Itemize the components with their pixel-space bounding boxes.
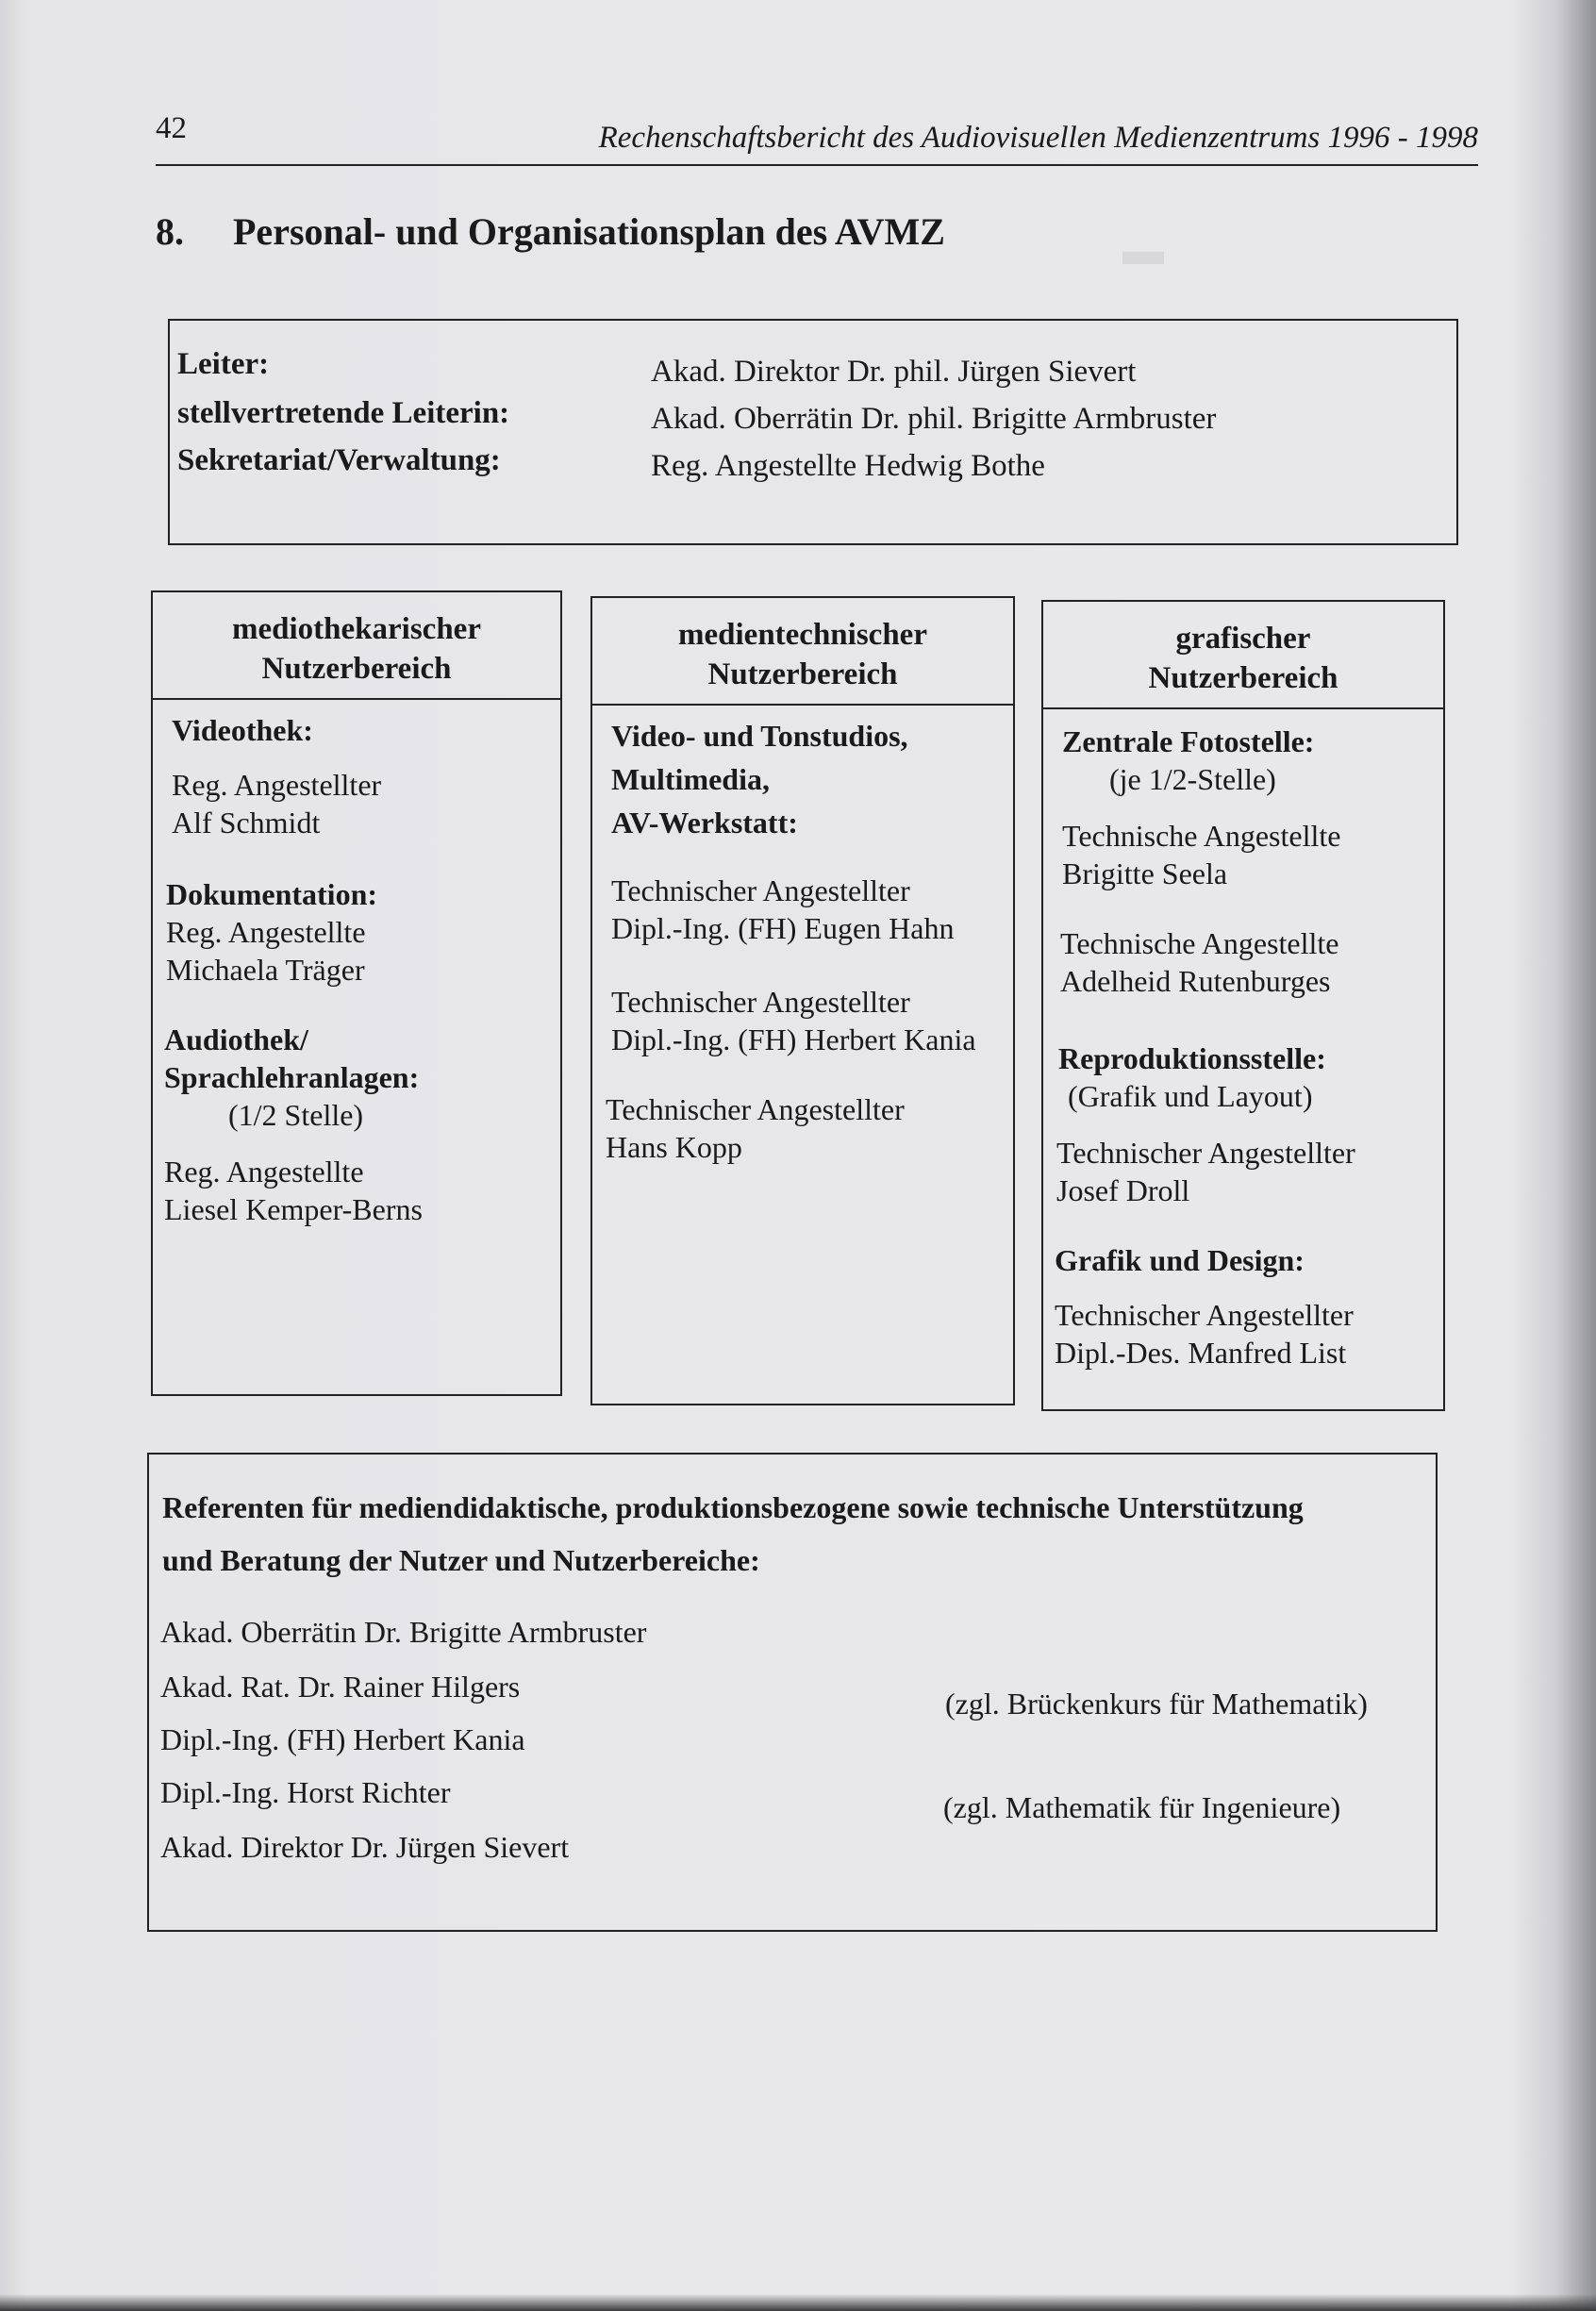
audio-role: Reg. Angestellte	[164, 1155, 364, 1189]
fotostelle-note: (je 1/2-Stelle)	[1109, 762, 1276, 796]
leader-role: Leiter:	[177, 347, 270, 381]
studio-title-line3: AV-Werkstatt:	[611, 806, 798, 840]
referent-name: Dipl.-Ing. Horst Richter	[160, 1775, 451, 1809]
grafik-heading-line2: Nutzerbereich	[1148, 661, 1338, 695]
referenten-title-line1: Referenten für mediendidaktische, produktionsbezogene sowie technische Unterstützung	[162, 1490, 1304, 1524]
doku-person: Michaela Träger	[166, 953, 365, 987]
design-title: Grafik und Design:	[1055, 1243, 1305, 1277]
studio-person2-name: Dipl.-Ing. (FH) Herbert Kania	[611, 1022, 976, 1056]
page-header	[156, 111, 1478, 166]
scan-edge-shadow	[0, 2294, 1596, 2311]
audio-person: Liesel Kemper-Berns	[164, 1192, 423, 1226]
leadership-box	[168, 319, 1458, 545]
secretariat-person: Reg. Angestellte Hedwig Bothe	[651, 449, 1045, 483]
foto-person2-role: Technische Angestellte	[1060, 926, 1339, 960]
mediothek-heading	[153, 592, 560, 700]
referent-name: Akad. Oberrätin Dr. Brigitte Armbruster	[160, 1615, 647, 1649]
referent-note: (zgl. Brückenkurs für Mathematik)	[945, 1687, 1368, 1721]
studio-title-line1: Video- und Tonstudios,	[611, 719, 908, 753]
design-person-name: Dipl.-Des. Manfred List	[1055, 1336, 1347, 1370]
design-person-role: Technischer Angestellter	[1055, 1298, 1354, 1332]
audio-note: (1/2 Stelle)	[228, 1098, 364, 1132]
grafik-box	[1041, 600, 1445, 1411]
repro-person-name: Josef Droll	[1056, 1173, 1190, 1207]
audio-title-line2: Sprachlehranlagen:	[164, 1060, 420, 1094]
mediothek-heading-line1: mediothekarischer	[232, 612, 481, 646]
videothek-person: Alf Schmidt	[172, 806, 321, 840]
studio-title-line2: Multimedia,	[611, 762, 770, 796]
section-title: Personal- und Organisationsplan des AVMZ	[233, 210, 945, 253]
mediothek-box	[151, 590, 562, 1396]
foto-person1-name: Brigitte Seela	[1062, 856, 1228, 890]
fotostelle-title: Zentrale Fotostelle:	[1062, 724, 1315, 758]
studio-person3-role: Technischer Angestellter	[606, 1092, 905, 1126]
repro-title: Reproduktionsstelle:	[1058, 1041, 1326, 1075]
grafik-heading	[1043, 602, 1443, 709]
deputy-role: stellvertretende Leiterin:	[177, 396, 510, 430]
mediothek-heading-line2: Nutzerbereich	[261, 652, 452, 686]
section-heading	[156, 209, 945, 254]
page-number: 42	[156, 111, 187, 145]
doku-role: Reg. Angestellte	[166, 915, 366, 949]
grafik-heading-line1: grafischer	[1175, 622, 1311, 656]
studio-person1-role: Technischer Angestellter	[611, 873, 910, 907]
deputy-person: Akad. Oberrätin Dr. phil. Brigitte Armbruster	[651, 402, 1217, 436]
referent-name: Dipl.-Ing. (FH) Herbert Kania	[160, 1722, 525, 1756]
repro-person-role: Technischer Angestellter	[1056, 1136, 1355, 1170]
repro-note: (Grafik und Layout)	[1068, 1079, 1313, 1113]
medientechnik-heading-line1: medientechnischer	[678, 618, 927, 652]
studio-person2-role: Technischer Angestellter	[611, 985, 910, 1019]
videothek-title: Videothek:	[172, 713, 313, 747]
leader-person: Akad. Direktor Dr. phil. Jürgen Sievert	[651, 355, 1137, 389]
running-title: Rechenschaftsbericht des Audiovisuellen Medienzentrums 1996 - 1998	[598, 121, 1478, 155]
medientechnik-box	[590, 596, 1015, 1405]
foto-person1-role: Technische Angestellte	[1062, 819, 1341, 853]
referenten-box	[147, 1453, 1438, 1932]
studio-person1-name: Dipl.-Ing. (FH) Eugen Hahn	[611, 911, 955, 945]
referent-name: Akad. Rat. Dr. Rainer Hilgers	[160, 1670, 521, 1704]
referent-note: (zgl. Mathematik für Ingenieure)	[943, 1790, 1341, 1824]
doku-title: Dokumentation:	[166, 877, 378, 911]
referenten-title-line2: und Beratung der Nutzer und Nutzerbereiche:	[162, 1543, 760, 1577]
medientechnik-heading-line2: Nutzerbereich	[707, 657, 898, 691]
videothek-role: Reg. Angestellter	[172, 768, 382, 802]
section-number: 8.	[156, 210, 184, 253]
referent-name: Akad. Direktor Dr. Jürgen Sievert	[160, 1830, 570, 1864]
studio-person3-name: Hans Kopp	[606, 1130, 742, 1164]
secretariat-role: Sekretariat/Verwaltung:	[177, 443, 501, 477]
audio-title-line1: Audiothek/	[164, 1022, 308, 1056]
medientechnik-heading	[592, 598, 1013, 706]
foto-person2-name: Adelheid Rutenburges	[1060, 964, 1331, 998]
